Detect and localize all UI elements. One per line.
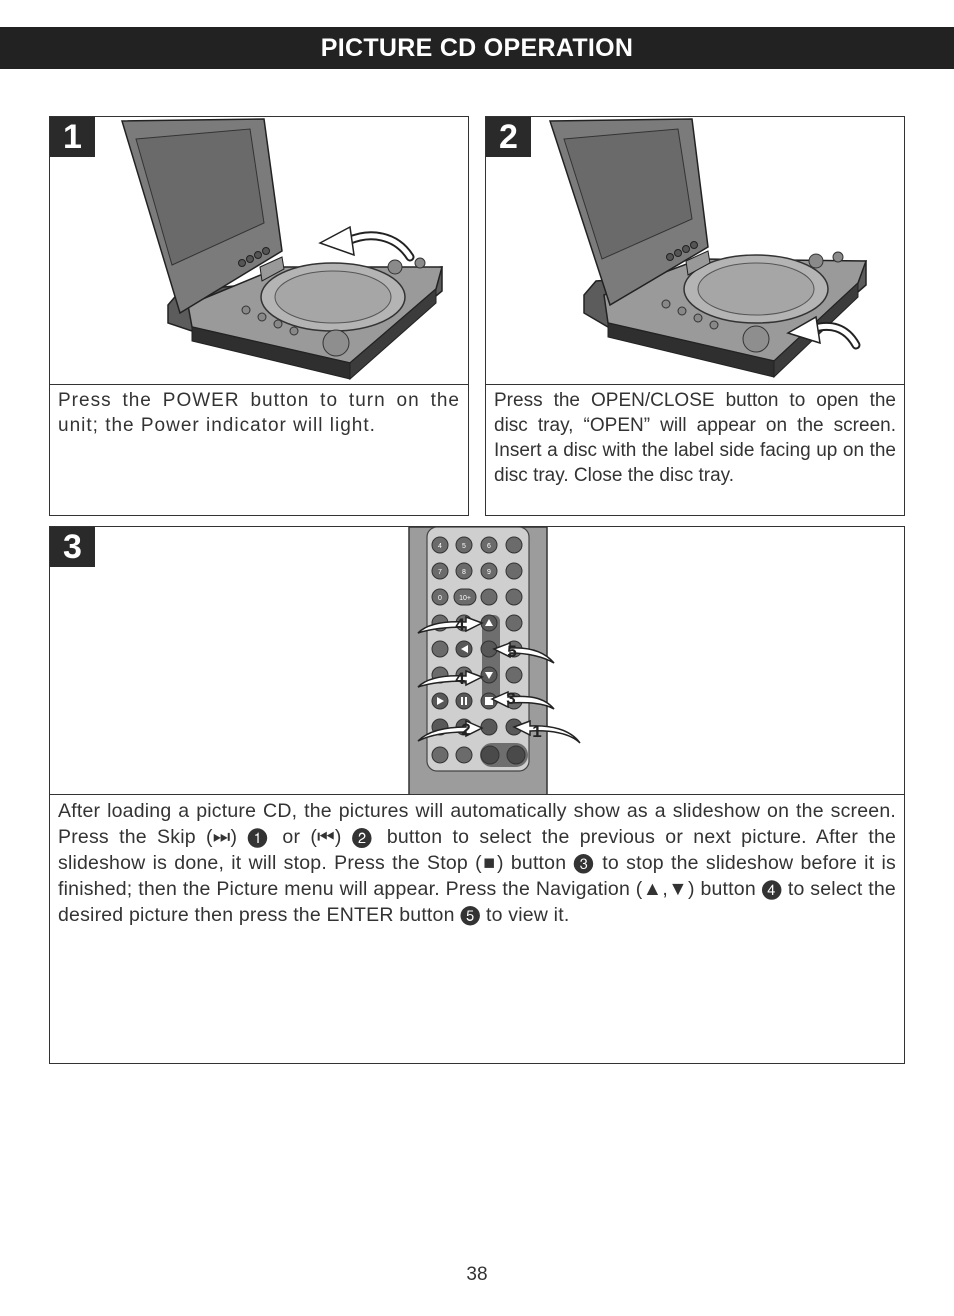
callout-number-3: ❸ <box>573 852 596 874</box>
navigation-arrows-icon: ▲,▼ <box>642 878 688 900</box>
text-segment: or ( <box>272 826 318 848</box>
step-1-panel <box>49 116 469 516</box>
remote-key-label: 9 <box>487 569 491 576</box>
callout-number: 1 <box>532 722 542 741</box>
step-number-badge: 3 <box>50 527 95 567</box>
step-number-badge: 2 <box>486 117 531 157</box>
page-header <box>0 27 954 69</box>
page-number: 38 <box>466 1264 488 1285</box>
text-segment: ) <box>230 826 248 848</box>
callout-number-5: ❺ <box>460 904 481 926</box>
callout-number: 4 <box>455 669 465 688</box>
step-1-instructions: Press the POWER button to turn on the unit; the Power indicator will light. <box>58 390 460 436</box>
remote-key-label: 7 <box>438 569 442 576</box>
page-title: PICTURE CD OPERATION <box>320 34 634 62</box>
callout-number: 4 <box>455 615 465 634</box>
step-number-badge: 1 <box>50 117 95 157</box>
remote-key-label: 6 <box>487 543 491 550</box>
callout-number: 2 <box>461 720 471 739</box>
dvd-player-open-close-illustration <box>486 117 904 385</box>
panel-divider <box>486 384 904 385</box>
stop-icon: ■ <box>481 852 497 874</box>
skip-previous-icon: ⏮ <box>317 826 335 848</box>
step-2-panel <box>485 116 905 516</box>
step-3-panel <box>49 526 905 1064</box>
remote-key-label: 0 <box>438 595 442 602</box>
remote-key-label: 8 <box>462 569 466 576</box>
text-segment: to view it. <box>480 904 570 926</box>
step-2-instructions: Press the OPEN/CLOSE button to open the disc tray, “OPEN” will appear on the screen. Insert a disc with the label side facing up on the disc tray. Close the disc tray. <box>494 390 896 486</box>
remote-key-label: 10+ <box>459 595 471 602</box>
panel-divider <box>50 384 468 385</box>
text-segment: to stop the slideshow before it is finished; then the Picture menu will appear. Press the Navigation ( <box>58 852 897 900</box>
text-segment: After loading a picture CD, the pictures will automatically show as a slideshow on the screen. Press the Skip ( <box>58 800 896 848</box>
text-segment: to select the desired picture then press the ENTER button <box>58 878 896 926</box>
remote-key-label: 5 <box>462 543 466 550</box>
callout-number: 5 <box>507 642 517 661</box>
text-segment: button to select the previous or next picture. After the slideshow is done, it will stop. Press the Stop ( <box>58 826 897 874</box>
text-segment: ) button <box>687 878 762 900</box>
callout-number-1: ❶ <box>247 826 273 848</box>
text-segment: ) <box>334 826 352 848</box>
callout-number: 3 <box>506 689 516 708</box>
remote-key-label: 4 <box>438 543 442 550</box>
dvd-player-power-illustration <box>50 117 468 385</box>
callout-number-4: ❹ <box>761 878 782 900</box>
remote-control-illustration <box>50 527 904 795</box>
panel-divider <box>50 794 904 795</box>
step-3-instructions <box>58 798 896 928</box>
skip-next-icon: ⏭ <box>212 826 231 848</box>
callout-number-2: ❷ <box>351 826 377 848</box>
text-segment: ) button <box>496 852 574 874</box>
